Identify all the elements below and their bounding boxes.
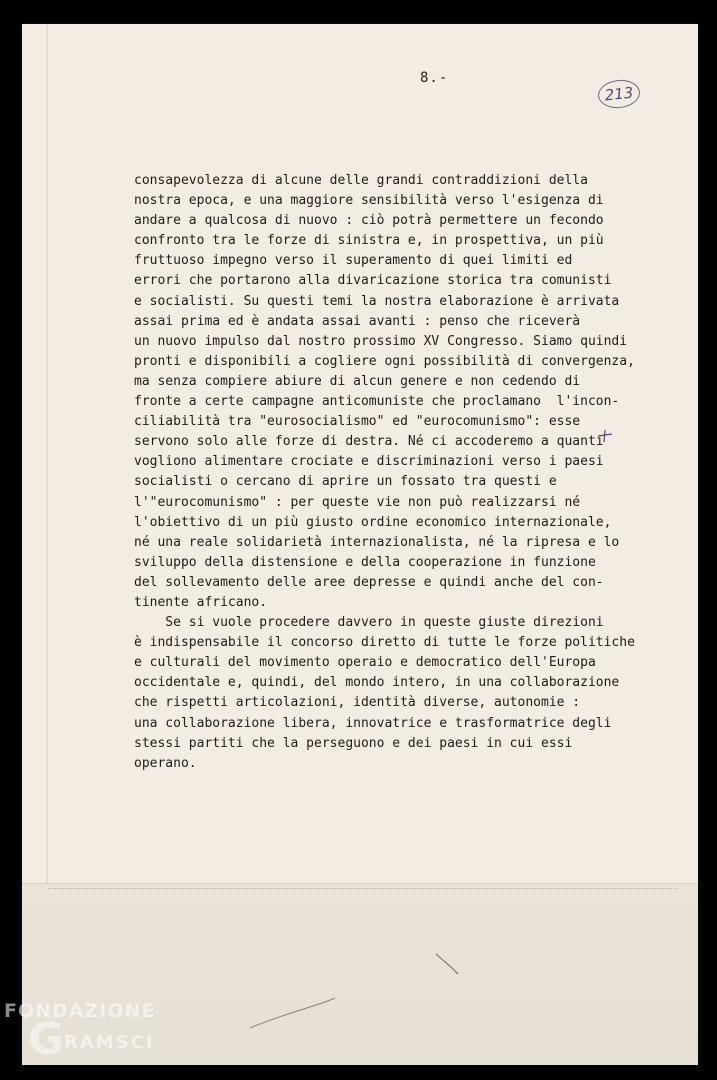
text-line: occidentale e, quindi, del mondo intero, in una collaborazione bbox=[134, 675, 620, 691]
text-line: errori che portarono alla divaricazione storica tra comunisti bbox=[134, 273, 612, 289]
fondazione-gramsci-watermark bbox=[4, 1000, 156, 1065]
text-line: un nuovo impulso dal nostro prossimo XV Congresso. Siamo quindi bbox=[134, 333, 628, 349]
text-line: consapevolezza di alcune delle grandi contraddizioni della bbox=[134, 173, 588, 188]
watermark-line-2: RAMSCI bbox=[64, 1032, 155, 1053]
text-line: vogliono alimentare crociate e discriminazioni verso i paesi bbox=[134, 454, 604, 470]
text-line: nostra epoca, e una maggiore sensibilità verso l'esigenza di bbox=[134, 193, 604, 209]
text-line: fruttuoso impegno verso il superamento di quei limiti ed bbox=[134, 253, 573, 269]
archive-stamp: 213 bbox=[597, 78, 642, 110]
text-line: confronto tra le forze di sinistra e, in prospettiva, un più bbox=[134, 233, 604, 249]
page-number: 8.- bbox=[420, 70, 449, 86]
text-line: ciliabilità tra "eurosocialismo" ed "eurocomunismo": esse bbox=[134, 414, 581, 430]
text-line: servono solo alle forze di destra. Né ci accoderemo a quanti bbox=[134, 434, 604, 450]
text-line: sviluppo della distensione e della cooperazione in funzione bbox=[134, 554, 596, 570]
text-line: stessi partiti che la perseguono e dei paesi in cui essi bbox=[134, 735, 573, 751]
text-line: l'obiettivo di un più giusto ordine economico internazionale, bbox=[134, 514, 612, 530]
text-line: del sollevamento delle aree depresse e quindi anche del con- bbox=[134, 574, 604, 590]
text-line: e socialisti. Su questi temi la nostra elaborazione è arrivata bbox=[134, 293, 620, 309]
text-line: operano. bbox=[134, 755, 197, 771]
text-line: Se si vuole procedere davvero in queste giuste direzioni bbox=[134, 615, 604, 631]
text-line: socialisti o cercano di aprire un fossato tra questi e bbox=[134, 474, 557, 490]
watermark-initial: G bbox=[28, 1014, 65, 1065]
text-line: né una reale solidarietà internazionalista, né la ripresa e lo bbox=[134, 534, 620, 550]
text-line: l'"eurocomunismo" : per queste vie non può realizzarsi né bbox=[134, 494, 581, 510]
text-line: ma senza compiere abiure di alcun genere e non cedendo di bbox=[134, 373, 581, 389]
text-line: fronte a certe campagne anticomuniste che proclamano l'incon- bbox=[134, 394, 620, 410]
text-line: andare a qualcosa di nuovo : ciò potrà permettere un fecondo bbox=[134, 213, 604, 229]
text-line: che rispetti articolazioni, identità diverse, autonomie : bbox=[134, 695, 581, 711]
text-line: pronti e disponibili a cogliere ogni possibilità di convergenza, bbox=[134, 353, 635, 369]
text-line: assai prima ed è andata assai avanti : penso che riceverà bbox=[134, 313, 581, 329]
text-line: e culturali del movimento operaio e democratico dell'Europa bbox=[134, 655, 596, 671]
text-line: tinente africano. bbox=[134, 594, 268, 610]
text-line: è indispensabile il concorso diretto di tutte le forze politiche bbox=[134, 635, 635, 651]
text-line: una collaborazione libera, innovatrice e trasformatrice degli bbox=[134, 715, 612, 731]
watermark-line-1: FONDAZIONE bbox=[4, 1000, 156, 1022]
